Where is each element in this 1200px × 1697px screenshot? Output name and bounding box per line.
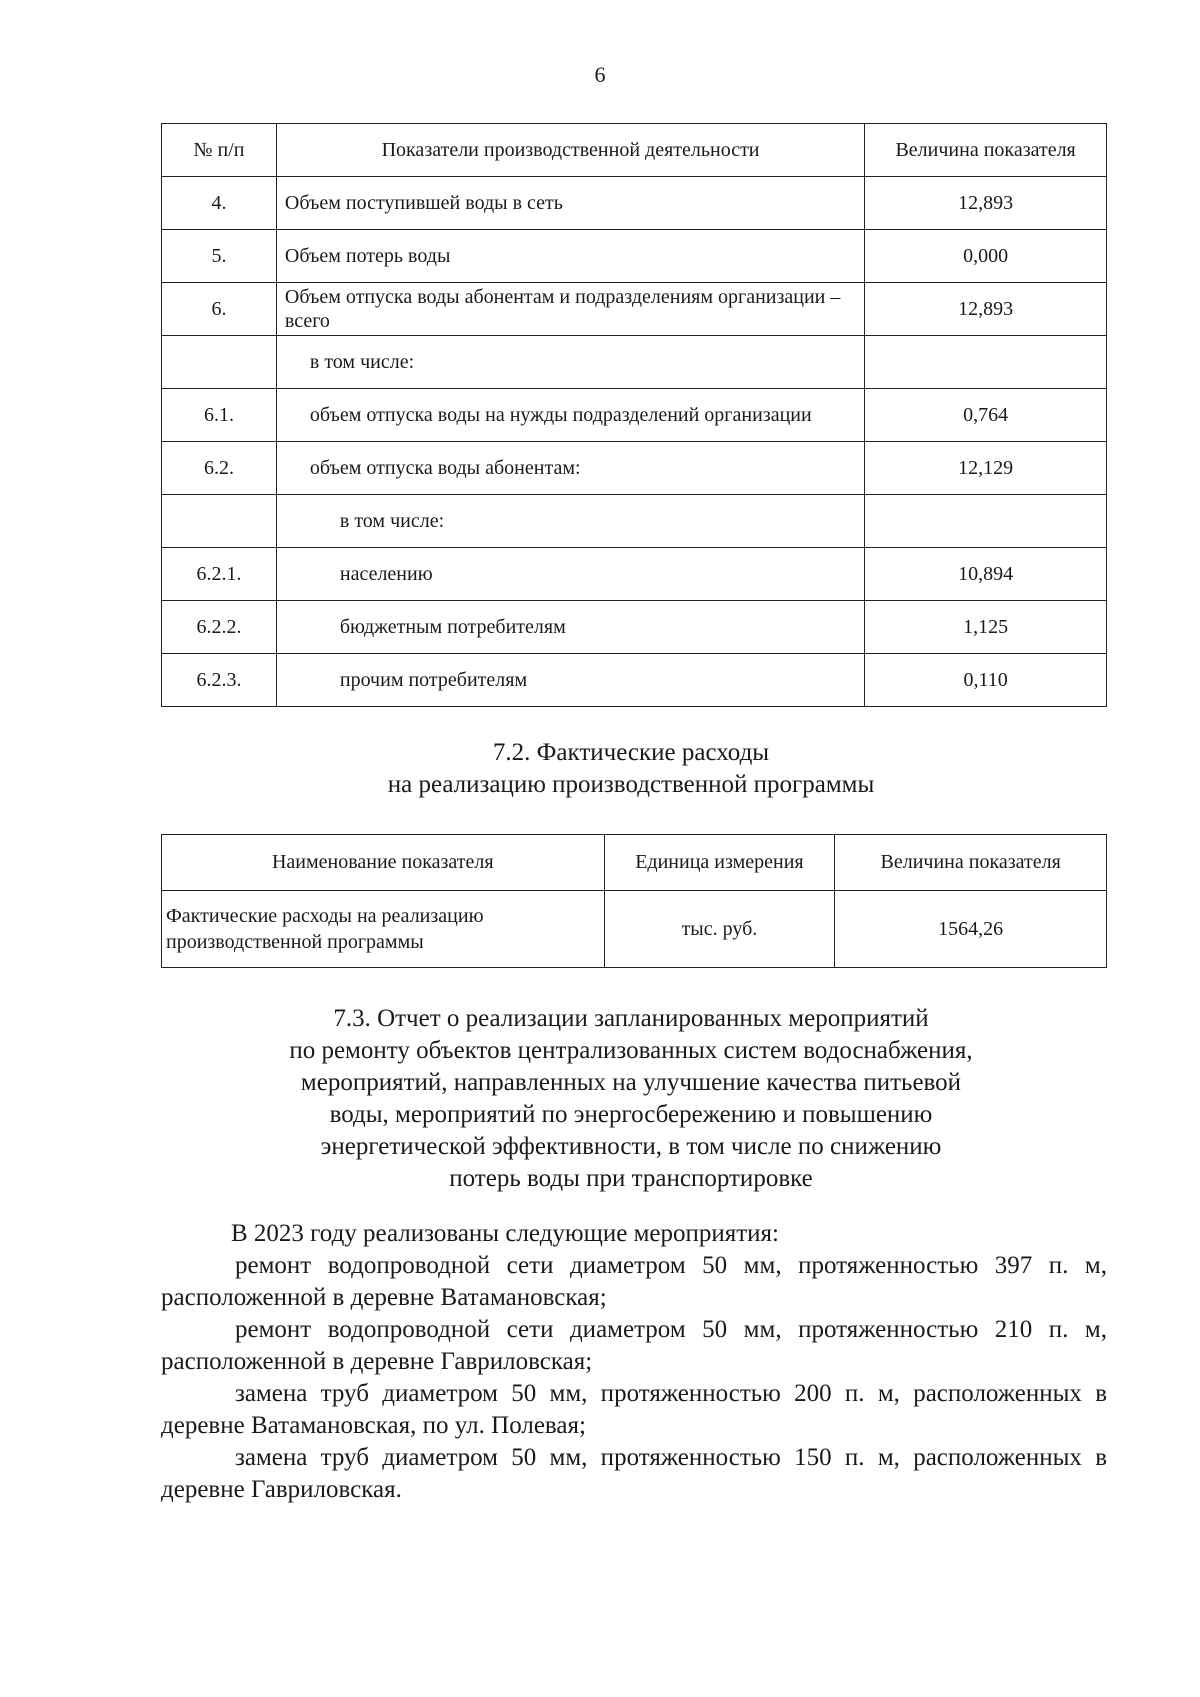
table-row <box>162 389 1107 442</box>
row-name: Объем поступившей воды в сеть <box>276 177 864 230</box>
row-number: 6.2.3. <box>162 654 277 707</box>
row-value: 1,125 <box>865 601 1107 654</box>
section-title-line: по ремонту объектов централизованных систем водоснабжения, <box>289 1037 973 1064</box>
row-name: Фактические расходы на реализацию производственной программы <box>162 891 605 968</box>
table-row <box>162 654 1107 707</box>
row-value: 12,129 <box>865 442 1107 495</box>
section-title-line: энергетической эффективности, в том числе по снижению <box>320 1133 942 1160</box>
header-number: № п/п <box>162 124 277 177</box>
row-number: 6.2. <box>162 442 277 495</box>
row-name: Объем отпуска воды абонентам и подразделениям организации – всего <box>276 283 864 336</box>
table-row <box>162 283 1107 336</box>
row-number: 6. <box>162 283 277 336</box>
section-title-line: 7.2. Фактические расходы <box>492 739 770 766</box>
table-row <box>162 601 1107 654</box>
section-title-line: на реализацию производственной программы <box>387 771 875 798</box>
header-value: Величина показателя <box>865 124 1107 177</box>
header-unit: Единица измерения <box>604 835 835 891</box>
row-name: прочим потребителям <box>276 654 864 707</box>
section-title-line: воды, мероприятий по энергосбережению и повышению <box>329 1101 933 1128</box>
production-indicators-table <box>161 123 1107 707</box>
row-name: бюджетным потребителям <box>276 601 864 654</box>
actual-expenses-table <box>161 834 1107 968</box>
section-7-3-body <box>161 1218 1107 1506</box>
row-number: 6.2.1. <box>162 548 277 601</box>
row-name: в том числе: <box>276 495 864 548</box>
body-item: ремонт водопроводной сети диаметром 50 мм, протяженностью 210 п. м, расположенной в деревне Гавриловская; <box>161 1316 1107 1375</box>
section-7-3-title <box>0 1003 1200 1195</box>
row-number: 5. <box>162 230 277 283</box>
section-title-line: мероприятий, направленных на улучшение качества питьевой <box>300 1069 962 1096</box>
table-row <box>162 442 1107 495</box>
body-item: замена труб диаметром 50 мм, протяженностью 200 п. м, расположенных в деревне Ватамановская, по ул. Полевая; <box>161 1380 1107 1439</box>
table-row <box>162 336 1107 389</box>
row-value: 0,764 <box>865 389 1107 442</box>
header-indicator: Показатели производственной деятельности <box>276 124 864 177</box>
row-value: 1564,26 <box>835 891 1107 968</box>
row-unit: тыс. руб. <box>604 891 835 968</box>
body-intro: В 2023 году реализованы следующие мероприятия: <box>231 1220 779 1247</box>
page-number: 6 <box>594 62 606 87</box>
table-header-row <box>162 835 1107 891</box>
section-title-line: 7.3. Отчет о реализации запланированных мероприятий <box>333 1005 929 1032</box>
row-value <box>865 495 1107 548</box>
row-value: 0,110 <box>865 654 1107 707</box>
row-name: Объем потерь воды <box>276 230 864 283</box>
header-indicator-name: Наименование показателя <box>162 835 605 891</box>
row-value: 12,893 <box>865 177 1107 230</box>
table-row <box>162 548 1107 601</box>
section-title-line: потерь воды при транспортировке <box>449 1165 813 1192</box>
row-number: 6.2.2. <box>162 601 277 654</box>
row-number <box>162 336 277 389</box>
row-name: в том числе: <box>276 336 864 389</box>
body-item: замена труб диаметром 50 мм, протяженностью 150 п. м, расположенных в деревне Гавриловская. <box>161 1444 1107 1503</box>
row-value: 0,000 <box>865 230 1107 283</box>
table-row <box>162 495 1107 548</box>
row-name: объем отпуска воды абонентам: <box>276 442 864 495</box>
row-value <box>865 336 1107 389</box>
row-name: объем отпуска воды на нужды подразделений организации <box>276 389 864 442</box>
row-number: 4. <box>162 177 277 230</box>
table-row <box>162 230 1107 283</box>
table-row <box>162 891 1107 968</box>
section-7-2-title <box>0 737 1200 801</box>
table-header-row <box>162 124 1107 177</box>
header-value: Величина показателя <box>835 835 1107 891</box>
row-number <box>162 495 277 548</box>
row-value: 12,893 <box>865 283 1107 336</box>
row-number: 6.1. <box>162 389 277 442</box>
table-row <box>162 177 1107 230</box>
row-name: населению <box>276 548 864 601</box>
row-value: 10,894 <box>865 548 1107 601</box>
body-item: ремонт водопроводной сети диаметром 50 мм, протяженностью 397 п. м, расположенной в деревне Ватамановская; <box>161 1252 1107 1311</box>
